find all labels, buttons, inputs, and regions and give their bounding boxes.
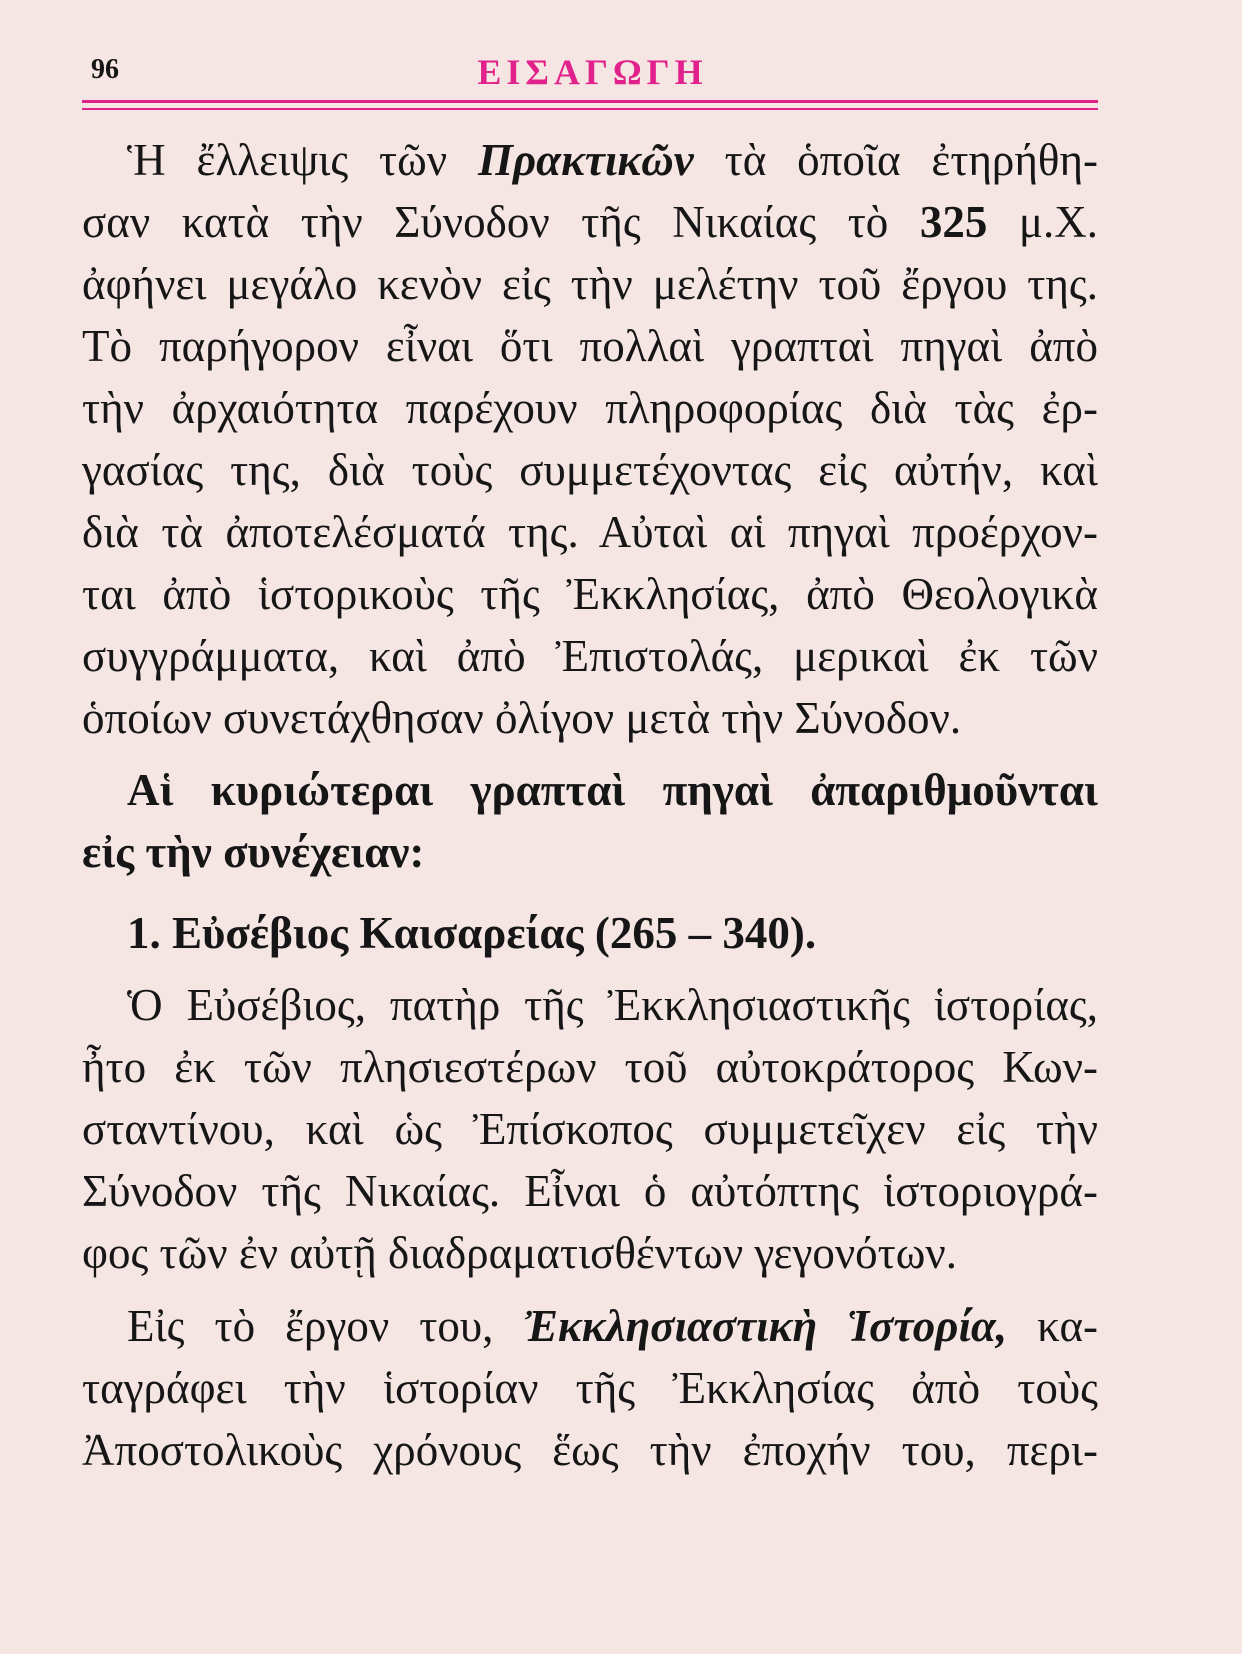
- header-rule-bottom: [82, 108, 1098, 110]
- text-segment: μ.Χ.: [987, 197, 1099, 247]
- text-line: Ὁ Εὐσέβιος, πατὴρ τῆς Ἐκκλησιαστικῆς ἱστορίας,: [127, 980, 1098, 1030]
- text-line: φος τῶν ἐν αὐτῇ διαδραματισθέντων γεγονότων.: [82, 1228, 957, 1278]
- body-text: [82, 129, 1098, 1481]
- running-head: ΕΙΣΑΓΩΓΗ: [477, 52, 708, 92]
- text-line: συγγράμματα, καὶ ἀπὸ Ἐπιστολάς, μερικαὶ ἐκ τῶν: [82, 631, 1098, 681]
- text-line: σταντίνου, καὶ ὡς Ἐπίσκοπος συμμετεῖχεν εἰς τὴν: [82, 1104, 1098, 1154]
- text-line: [82, 1295, 1098, 1357]
- book-title: Ἐκκλησιαστικὴ Ἱστορία,: [523, 1301, 1008, 1351]
- text-line: Αἱ κυριώτεραι γραπταὶ πηγαὶ ἀπαριθμοῦνται: [127, 765, 1098, 815]
- text-segment: Εἰς τὸ ἔργον του,: [127, 1301, 524, 1351]
- intro-paragraph: [82, 129, 1098, 749]
- text-line: εἰς τὴν συνέχειαν:: [82, 827, 425, 877]
- text-segment: τὰ ὁποῖα ἐτηρήθη-: [693, 135, 1098, 185]
- text-segment: κα-: [1007, 1301, 1099, 1351]
- section-paragraph: [82, 974, 1098, 1284]
- text-line: διὰ τὰ ἀποτελέσματά της. Αὐταὶ αἱ πηγαὶ προέρχον-: [82, 507, 1098, 557]
- header-rule-top: [82, 100, 1098, 103]
- text-line: ὁποίων συνετάχθησαν ὀλίγον μετὰ τὴν Σύνοδον.: [82, 693, 962, 743]
- text-line: [82, 129, 1098, 191]
- emphasized-term: Πρακτικῶν: [477, 135, 694, 185]
- year-figure: 325: [919, 197, 988, 247]
- text-line: ταγράφει τὴν ἱστορίαν τῆς Ἐκκλησίας ἀπὸ τοὺς: [82, 1363, 1098, 1413]
- text-line: τὴν ἀρχαιότητα παρέχουν πληροφορίας διὰ τὰς ἐρ-: [82, 383, 1098, 433]
- section-heading: 1. Εὐσέβιος Καισαρείας (265 – 340).: [127, 908, 817, 958]
- text-line: Σύνοδον τῆς Νικαίας. Εἶναι ὁ αὐτόπτης ἱστοριογρά-: [82, 1166, 1098, 1216]
- text-line: Ἀποστολικοὺς χρόνους ἕως τὴν ἐποχήν του, περι-: [82, 1425, 1098, 1475]
- text-line: ἦτο ἐκ τῶν πλησιεστέρων τοῦ αὐτοκράτορος Κων-: [82, 1042, 1098, 1092]
- text-segment: σαν κατὰ τὴν Σύνοδον τῆς Νικαίας τὸ: [82, 197, 920, 247]
- text-line: γασίας της, διὰ τοὺς συμμετέχοντας εἰς αὐτήν, καὶ: [82, 445, 1098, 495]
- text-line: ἀφήνει μεγάλο κενὸν εἰς τὴν μελέτην τοῦ ἔργου της.: [82, 259, 1098, 309]
- text-line: ται ἀπὸ ἱστορικοὺς τῆς Ἐκκλησίας, ἀπὸ Θεολογικὰ: [82, 569, 1098, 619]
- section-paragraph: [82, 1295, 1098, 1481]
- sources-intro: [82, 759, 1098, 883]
- text-line: Τὸ παρήγορον εἶναι ὅτι πολλαὶ γραπταὶ πηγαὶ ἀπὸ: [82, 321, 1098, 371]
- text-line: [82, 191, 1098, 253]
- page-number: 96: [91, 54, 119, 85]
- text-segment: Ἡ ἔλλειψις τῶν: [127, 135, 478, 185]
